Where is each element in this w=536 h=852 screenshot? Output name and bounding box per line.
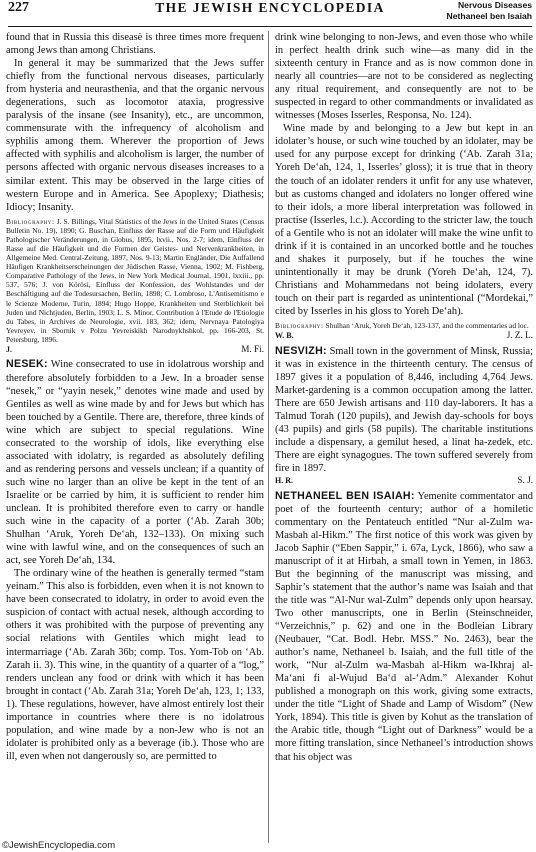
paragraph: Wine consecrated to use in idolatrous worship and therefore absolutely forbidden to a Jew. In a broader sense “nesek,” or “yayin nesek,” denotes wine made and used by Gentiles as well as wine made by and for Jews but which has been touched by a Gentile. There are, therefore, three kinds of wine which are subject to special regulations. Wine consecrated to the worship of idols, like everything else associated with idolatry, is regarded as absolutely defiling and as rendering persons and vessels unclean; if a quantity of such wine no larger than an olive be kept in the tent of an Israelite or be carried by him, it is sufficient to render him unclean. It is prohibited therefore even to carry or handle such wine in the capacity of a porter (‘Ab. Zarah 30b; Shulhan ‘Aruk, Yoreh De‘ah, 132–133). On mixing such wine with lawful wine, and on the consequences of such an act, see Yoreh De‘ah, 134. <box>6 359 265 567</box>
author-signature <box>275 330 533 342</box>
entry-heading: NESEK: <box>6 358 48 371</box>
article-nesvizh <box>275 345 533 475</box>
bibliography-label: Bibliography: <box>275 321 324 331</box>
bibliography-label: Bibliography: <box>6 216 55 226</box>
running-head: THE JEWISH ENCYCLOPEDIA <box>155 0 385 15</box>
paragraph: The ordinary wine of the heathen is generally termed “stam yeinam.” This also is forbidden, even when it is not known to have been consecrated to idolatry, in order to avoid even the suspicion of contact with actual nesek, although according to others it was prohibited with the purpose of preventing any social relations with Gentiles which might lead to intermarriage (‘Ab. Zarah 36b; comp. Tos. Yom-Tob on ‘Ab. Zarah ii. 3). This wine, in the quantity of a quarter of a “log,” renders unclean any food or drink with which it has been brought in contact (‘Ab. Zarah 31a; Yoreh De‘ah, 123, 1; 133, 1). These regulations, however, have almost entirely lost their importance in countries where there is no idolatrous population, and wine made by a non-Jew who is not an idolater is prohibited only as a beverage (ib.). Those who are ill, even when not dangerously so, are permitted to <box>6 568 264 762</box>
topic-range <box>447 0 533 22</box>
topic-first: Nervous Diseases <box>457 0 532 10</box>
signature-initials: H. R. <box>275 476 293 486</box>
signature-author: M. Fi. <box>241 343 264 354</box>
author-signature <box>275 475 533 487</box>
signature-initials: J. <box>6 344 12 354</box>
paragraph: Small town in the government of Minsk, Russia; it was in existence in the thirteenth century. The census of 1897 gives it a population of 8,446, including 4,764 Jews. Market-gardening is a common occupation among the latter. There are 650 Jewish artisans and 110 day-laborers. It has a Talmud Torah (120 pupils), and Jewish day-schools for boys (43 pupils) and girls (58 pupils). The charitable institutions include a dispensary, a gemilut hesed, a linat ha-zedek, etc. There are eight synagogues. The town suffered severely from fire in 1897. <box>275 345 533 475</box>
signature-author: S. J. <box>517 475 533 486</box>
paragraph: In general it may be summarized that the Jews suffer chiefly from the functional nervous diseases, particularly from hysteria and neurasthenia, and that the organic nervous degenerations, such as locomotor ataxia, progressive paralysis of the insane (see Insanity), etc., are uncommon, commensurate with the infrequency of alcoholism and syphilis among them. Wherever the proportion of Jews affected with syphilis and alcoholism is larger, the number of persons affected with organic nervous diseases increases to a similar extent. This may be observed in the large cities of western Europe and in America. See Apoplexy; Diathesis; Idiocy; Insanity. <box>6 58 264 213</box>
article-nethaneel <box>275 490 533 764</box>
signature-initials: W. B. <box>275 331 294 341</box>
paragraph: Wine made by and belonging to a Jew but kept in an idolater’s house, or such wine touched by an idolater, may be used for any purpose except for drinking (‘Ab. Zarah 31a; Yoreh De‘ah, 124, 1, Isserles’ gloss); it is true that in theory the touch of an idolater renders it unfit for any use whatever, but as customs changed and idolaters no longer offered wine to their idols, a more liberal interpretation was followed in practise (Isserles, l.c.). According to the stricter law, the touch of a Gentile who is not an idolater will make the wine unfit to drink if it is contained in an uncorked bottle and he touches and shakes it purposely, but if he touches the wine unintentionally it may be drunk (Yoreh De‘ah, 124, 7). Christians and Mohammedans not being idolaters, every touch on their part is regarded as unintentional (“Mordekai,” cited by Isserles in his gloss to Yoreh De‘ah). <box>275 123 533 317</box>
article-nesek <box>6 358 264 567</box>
bibliography-text: J. S. Billings, Vital Statistics of the Jews in the United States (Census Bulletin No. 19), 1890; G. Buschan, Einfluss der Rasse auf die Form und Häufigkeit Pathologischer Veränderungen, in Globus, 1895, lxvii., Nos. 2-7; idem, Einfluss der Rasse auf die Häufigkeit und die Formen der Geistes- und Nervenkrankheiten, in Allgemeine Med. Central-Zeitung, 1897, Nos. 9-13; Martin Engländer, Die Auffallend Häufigen Krankheitserscheinungen der Jüdischen Rasse, Vienna, 1902; M. Fishberg, Comparative Pathology of the Jews, in New York Medical Journal, 1901, lxxiii., pp. 537, 576; J. von Körösi, Einfluss der Konfession, des Wohlstandes und der Beschäftigung auf die Todesursachen, Berlin, 1898; C. Lombroso, L'Antisemitismo e le Scienze Moderne, Turin, 1894; Hugo Hoppe, Krankheiten und Sterblichkeit bei Juden und Nichtjuden, Berlin, 1903; L. S. Minor, Contribution à l'Etude de l'Etiologie du Tabes, in Archives de Neurologie, xvii. 183, 362; idem, Nervnaya Patologiya Yevreyev, in Sbornik v Polzu Yevreiskikh Narodnykhshkol, pp. 166-203, St. Petersburg, 1896. <box>6 216 264 344</box>
author-signature <box>6 344 264 356</box>
paragraph: Yemenite commentator and poet of the fourteenth century; author of a homiletic commentary on the Pentateuch entitled “Nur al-Zulm wa-Masbah al-Hikm.” The first notice of this work was given by Jacob Saphir (“Eben Sappir,” i. 67a, Lyck, 1866), who saw a manuscript of it at Hirbah, a small town in Yemen, in 1863. But the beginning of the manuscript was missing, and Saphir’s statement that the author’s name was Isaiah and that the title was “Al-Nur wal-Zulm” depends only upon hearsay. Two other manuscripts, one in Berlin (Steinschneider, “Verzeichnis,” p. 62) and one in the Bodleian Library (Neubauer, “Cat. Bodl. Hebr. MSS.” No. 2463), bear the author’s name, Nethaneel b. Isaiah, and the full title of the work, “Nur al-Zulm wa-Masbah al-Hikm wa-Ikhraj al-Ma‘ani fi al-Wujud Ba‘d al-‘Adm.” Alexander Kohut published a monograph on this work, giving some extracts, under the title “Light of Shade and Lamp of Wisdom” (New York, 1894). This title is given by Kohut as the translation of the Arabic title, though “Light out of Darkness” would be a more fitting translation, since Nethaneel’s introduction shows that his object was <box>275 490 533 763</box>
left-column <box>6 31 264 763</box>
entry-heading: NESVIZH: <box>275 344 327 357</box>
paragraph: drink wine belonging to non-Jews, and even those who while in perfect health drink such wine—as many did in the sixteenth century in France and as is now common done in nearly all countries—are not to be considered as neglecting any ritual requirement, and consequently are not to be suspected in regard to other commandments or invalidated as witnesses (Moses Isserles, Responsa, No. 124). <box>275 32 533 122</box>
signature-author: J. Z. L. <box>506 330 533 341</box>
column-rule <box>268 31 269 843</box>
bibliography <box>6 217 264 344</box>
page-number: 227 <box>8 0 29 15</box>
site-credit[interactable]: ©JewishEncyclopedia.com <box>2 840 116 851</box>
right-column <box>275 31 533 764</box>
page-header <box>8 0 532 27</box>
paragraph: found that in Russia this diseasė is three times more frequent among Jews than among Christians. <box>6 32 264 57</box>
bibliography-text: Shulhan ‘Aruk, Yoreh De‘ah, 123-137, and the commentaries ad loc. <box>325 321 529 331</box>
entry-heading: NETHANEEL BEN ISAIAH: <box>275 489 415 502</box>
bibliography <box>275 321 533 330</box>
topic-last: Nethaneel ben Isaiah <box>446 11 532 21</box>
